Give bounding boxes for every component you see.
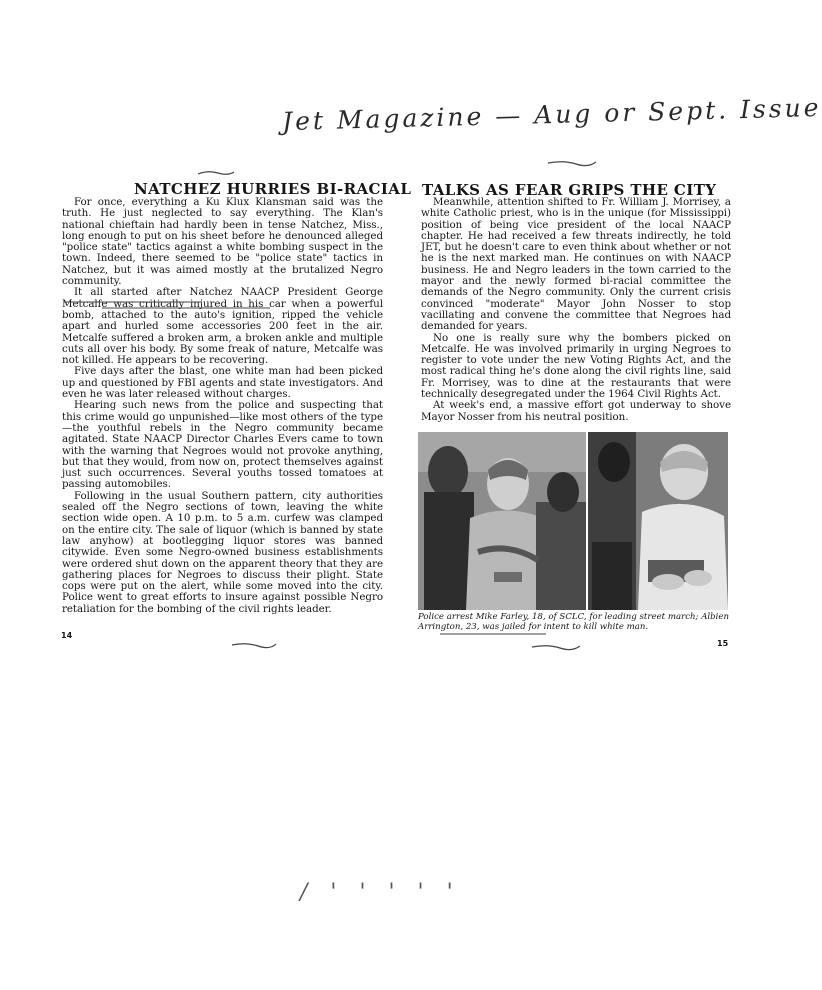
photo-police-arrest — [418, 432, 586, 610]
article-headline-left: NATCHEZ HURRIES BI-RACIAL — [134, 180, 412, 198]
paragraph: At week's end, a massive effort got underway to shove Mayor Nosser from his neutral position. — [421, 399, 731, 423]
pencil-mark-left-bottom — [230, 640, 278, 650]
pencil-mark-right-bottom — [530, 642, 582, 652]
article-headline-right: TALKS AS FEAR GRIPS THE CITY — [422, 181, 717, 199]
photo-jailed-man — [588, 432, 728, 610]
pencil-underline-caption — [438, 631, 548, 637]
paragraph: Following in the usual Southern pattern, city authorities sealed off the Negro sections of town, leaving the white section wide open. A 10 p.m. to 5 a.m. curfew was clamped on the entire city. The sale of liquor (which is banned by state law anyhow) at bootlegging liquor stores was banned citywide. Even some Negro-owned business establishments were ordered shut down on the apparent theory that they are gathering places for Negroes to discuss their plight. State cops were put on the alert, while some moved into the city. Police went to great efforts to insure against possible Negro retaliation for the bombing of the civil rights leader. — [62, 489, 383, 615]
handwritten-note: Jet Magazine — Aug or Sept. Issue — [281, 92, 822, 137]
page-number-left: 14 — [61, 631, 73, 640]
pencil-underline — [62, 298, 272, 312]
paragraph: It all started after Natchez NAACP President George Metcalfe was critically injured in his car when a powerful bomb, attached to the auto's ignition, ripped the vehicle apart and hurled some accessories 200 feet in the air. Metcalfe suffered a broken arm, a broken ankle and multiple cuts all over his body. By some freak of nature, Metcalfe was not killed. He appears to be recovering. — [62, 286, 383, 367]
right-article-column — [421, 197, 731, 423]
photo-caption: Police arrest Mike Farley, 18, of SCLC, for leading street march; Albien Arrington, 23, was jailed for intent to kill white man. — [418, 612, 730, 632]
paragraph: Hearing such news from the police and suspecting that this crime would go unpunished—like most others of the type—the youthful rebels in the Negro community became agitated. State NAACP Director Charles Evers came to town with the warning that Negroes would not provoke anything, but that they would, from now on, protect themselves against just such occurrences. Several youths tossed tomatoes at passing automobiles. — [62, 399, 383, 491]
pencil-mark-right-title — [546, 158, 598, 168]
paragraph: Five days after the blast, one white man had been picked up and questioned by FBI agents and state investigators. And even he was later released without charges. — [62, 365, 383, 401]
page-number-right: 15 — [717, 639, 729, 648]
handwritten-mark: / ' ' ' ' ' — [300, 880, 461, 905]
pencil-mark-left-title — [196, 168, 236, 178]
paragraph: For once, everything a Ku Klux Klansman said was the truth. He just neglected to say everything. The Klan's national chieftain had hardly been in tense Natchez, Miss., long enough to put on his sheet before he denounced alleged "police state" tactics against a white bombing suspect in the town. Indeed, there seemed to be "police state" tactics in Natchez, but it was aimed mostly at the brutalized Negro community. — [62, 196, 383, 288]
paragraph: No one is really sure why the bombers picked on Metcalfe. He was involved primarily in urging Negroes to register to vote under the new Voting Rights Act, and the most radical thing he's done along the civil rights line, said Fr. Morrisey, was to dine at the restaurants that were technically desegregated under the 1964 Civil Rights Act. — [421, 331, 731, 401]
left-article-column — [62, 197, 383, 615]
paragraph: Meanwhile, attention shifted to Fr. William J. Morrisey, a white Catholic priest, who is in the unique (for Mississippi) position of being vice president of the local NAACP chapter. He had received a few threats indirectly, he told JET, but he doesn't care to even think about whether or not he is the next marked man. He continues on with NAACP business. He and Negro leaders in the town carried to the mayor and the newly formed bi-racial committee the demands of the Negro community. Only the current crisis convinced "moderate" Mayor John Nosser to stop vacillating and convene the committee that Negroes had demanded for years. — [421, 196, 731, 333]
